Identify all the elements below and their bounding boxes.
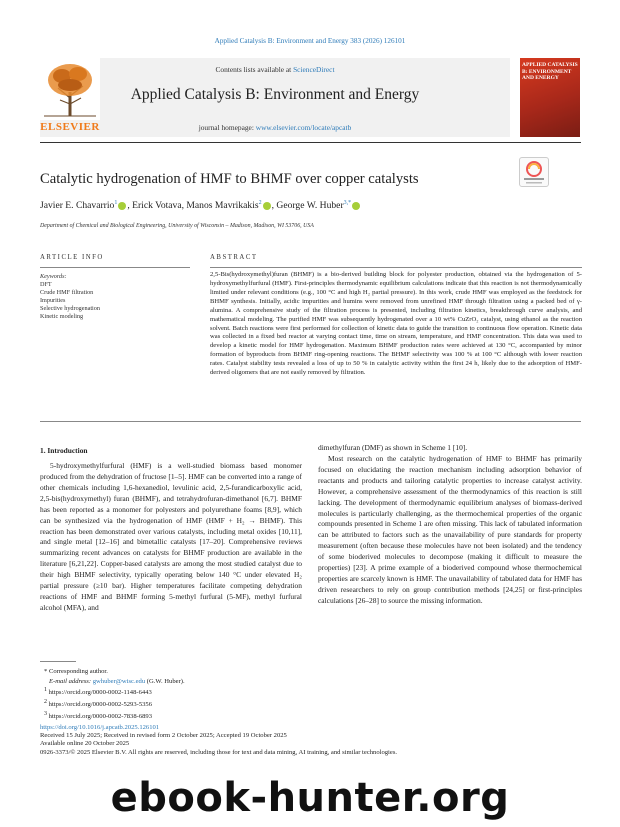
email-link[interactable]: gwhuber@wisc.edu [92,677,146,685]
keyword: Kinetic modeling [40,312,84,320]
author-name[interactable]: George W. Huber [276,200,344,212]
paragraph: 5-hydroxymethylfurfural (HMF) is a well-studied biomass based monomer produced from the dehydration of fructose [1–5]. HMF can be converted into a range of other chemicals including 1,6-hexanediol, levulinic acid, 2,5-furandicarboxylic acid, 2,5-bis(hydroxymethyl) furan (BHMF), and tetrahydrofuran-dimethanol [6,7]. BHMF has been reported as a monomer for polyesters and polyurethane foams [8,9], which can be synthesized via the hydrogenation of HMF (HMF + H₂ → BHMF). This reaction has been demonstrated over various catalysts, including metal oxides [10,11], and single metal [12–16] and bimetallic catalysts [17–20]. Comprehensive reviews summarizing recent advances on catalysts for BHMF production are available in the literature [6,21,22]. Copper-based catalysts are among the most studied catalyst due to their high BHMF selectivity, typically operating below 140 °C under elevated H₂ partial pressure (≥10 bar). Higher temperatures facilitate competing dehydration reactions of HMF and BHMF forming 5-methyl furfural (5-MF), methyl furfural alcohol (MFA), and [40,461,302,612]
available-online: Available online 20 October 2025 [40,740,130,748]
abstract-bottom-rule [40,421,581,422]
paragraph: dimethylfuran (DMF) as shown in Scheme 1 [10]. [318,443,468,452]
homepage-line: journal homepage: www.elsevier.com/locate/apcatb [198,123,352,132]
paragraph: Most research on the catalytic hydrogenation of HMF to BHMF has primarily focused on elucidating the reaction mechanism including adsorption behavior of reactants and products and tailoring catalytic properties to increase catalyst activity. However, a comprehensive assessment of the thermodynamics of this reaction is still lacking. The development of thermodynamic equilibrium analyses of biomass-derived molecules is particularly challenging, as the thermochemical properties of the organic compounds presented in Scheme 1 are often missing. This lack of tabulated information can be attributed to factors such as the unavailability of pure standards for property measurement (often because these molecules have not been isolated) and the tendency of some bioderived molecules to decompose (making it difficult to measure the properties) [23]. A prime example of a bioderived compound whose thermochemical properties are scarcely known is HMF. The unavailability of tabulated data for HMF has driven researchers to rely on group contribution methods [24,25] or first-principles calculations [26–28] to source the missing information. [318,453,582,605]
article-title: Catalytic hydrogenation of HMF to BHMF over copper catalysts [40,171,419,187]
affiliation: Department of Chemical and Biological Engineering, University of Wisconsin – Madison, Madison, WI 53706, USA [40,223,314,229]
author-list: Javier E. Chavarrio$^1$ , Erick Votava, Manos Mavrikakis$^2$ , George W. Huber$^{3,*}$ [40,200,560,211]
orcid-note: 2 https://orcid.org/0000-0002-5293-5356 [44,698,153,709]
keywords-label: Keywords: [40,273,67,280]
info-rule [40,267,190,268]
author-name[interactable]: Manos Mavrikakis [186,200,259,212]
corresponding-note: * Corresponding author. [44,668,108,675]
check-for-updates-icon[interactable] [519,157,549,187]
keyword: DFT [40,280,52,288]
homepage-link[interactable]: www.elsevier.com/locate/apcatb [255,123,352,132]
keyword: Impurities [40,296,66,304]
orcid-icon[interactable] [352,202,360,210]
intro-left-column [40,461,302,614]
doi-link[interactable]: https://doi.org/10.1016/j.apcatb.2025.126101 [40,724,160,731]
contents-line: Contents lists available at ScienceDirect [215,65,335,74]
footnotes [40,667,340,722]
intro-right-column [318,443,582,607]
copyright: 0926-3373/© 2025 Elsevier B.V. All rights are reserved, including those for text and data mining, AI training, and similar technologies. [40,748,398,756]
section-heading-introduction: 1. Introduction [40,446,88,455]
watermark: ebook-hunter.org [110,775,510,821]
abstract-text: 2,5-Bis(hydroxymethyl)furan (BHMF) is a bio-derived building block for polyester production, obtained via the hydrogenation of 5-hydroxymethylfurfural (HMF). First-principles thermodynamic equilibrium calculations indicate that this reaction is not thermodynamically limited under relevant conditions (e.g., 100 °C and high H₂ partial pressure). In this work, crude HMF was employed as the feedstock for BHMF synthesis. Initially, acidic impurities and humins were removed from unrefined HMF through filtration using a packed bed of γ-alumina. A comprehensive study of the filtration process is presented, including filtration kinetics, breakthrough curve analysis, and mathematical modeling. The purified HMF was subsequently hydrogenated over a 10 wt% CuZrO₂ catalyst, using ethanol as the reaction solvent. Batch reactions were first performed for collection of kinetic data to guide the transition to continuous flow operation. Kinetic data was collected in a fixed bed reactor at varying contact time, time on stream, temperature, and HMF concentration. This data was used to develop a kinetic model for HMF hydrogenation. Maximum BHMF production rates were achieved at 130 °C, accompanied by minor formation of byproducts from BHMF ring-opening reactions. The BHMF selectivity was 100 % at 100 °C although with lower reaction rates. Catalyst stability tests revealed a loss of up to 50 % in catalytic activity within the first 24 h, likely due to the adsorption of HMF-derived oligomers that are not easily removed by filtration. [210,271,582,377]
cover-title: APPLIED CATALYSIS B: ENVIRONMENT AND ENERGY [522,62,578,81]
received-dates: Received 15 July 2025; Received in revised form 2 October 2025; Accepted 19 October 2025 [40,732,287,740]
publication-info [40,724,580,757]
journal-title: Applied Catalysis B: Environment and Energy [130,86,420,103]
sciencedirect-link[interactable]: ScienceDirect [293,65,335,74]
author-name[interactable]: Javier E. Chavarrio [40,200,115,212]
author-name[interactable]: Erick Votava [132,200,182,212]
header-rule [40,142,581,143]
article-info-heading: ARTICLE INFO [40,254,104,261]
keywords-block [40,273,190,320]
email-note: E-mail address: gwhuber@wisc.edu (G.W. Huber). [49,677,185,685]
abstract-rule [210,267,582,268]
orcid-icon[interactable] [118,202,126,210]
elsevier-logo-text: ELSEVIER [40,121,100,133]
keyword: Selective hydrogenation [40,304,100,312]
orcid-icon[interactable] [263,202,271,210]
keyword: Crude HMF filtration [40,288,94,296]
running-header[interactable]: Applied Catalysis B: Environment and Energy 383 (2026) 126101 [214,37,406,45]
orcid-note: 1 https://orcid.org/0000-0002-1148-6443 [44,687,152,697]
orcid-note: 3 https://orcid.org/0000-0002-7838-6893 [44,710,153,720]
footnote-rule [40,661,76,662]
abstract-heading: ABSTRACT [210,254,258,261]
